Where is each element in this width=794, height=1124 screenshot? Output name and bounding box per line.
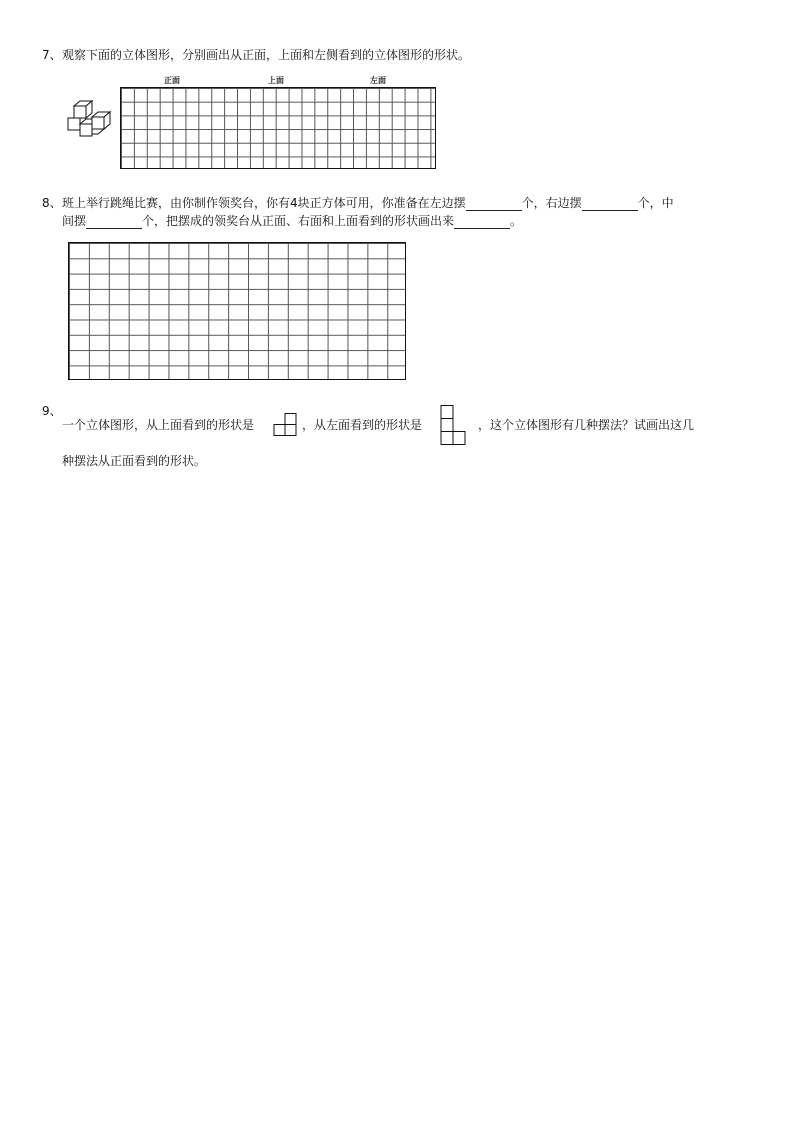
left-count-blank[interactable] <box>466 198 522 211</box>
left-view-shape <box>440 405 466 445</box>
label-top: 上面 <box>268 76 284 85</box>
label-left: 左面 <box>370 76 386 85</box>
right-count-blank[interactable] <box>582 198 638 211</box>
cube-figure <box>66 100 116 142</box>
q9-line1-c: ，这个立体图形有几种摆法？试画出这几 <box>478 418 695 432</box>
q8-line1-text-b: 个，右边摆 <box>521 196 582 210</box>
q8-number: 8、 <box>42 196 62 210</box>
top-view-shape <box>273 413 297 437</box>
drawing-answer-blank[interactable] <box>454 216 510 229</box>
middle-count-blank[interactable] <box>86 216 142 229</box>
q8-line2 <box>62 213 522 229</box>
q7-drawing-grid[interactable] <box>120 87 436 169</box>
q8-line2-text-b: 个，把摆成的领奖台从正面、右面和上面看到的形状画出来 <box>142 214 455 228</box>
q9-line2: 种摆法从正面看到的形状。 <box>62 454 207 468</box>
q9-number: 9、 <box>42 404 62 418</box>
q8-drawing-grid[interactable] <box>68 242 406 380</box>
q8-line1-text-a: 班上举行跳绳比赛，由你制作领奖台，你有4块正方体可用，你准备在左边摆 <box>62 196 466 210</box>
q8-line1-text-c: 个，中 <box>637 196 674 210</box>
q9-line1-a: 一个立体图形，从上面看到的形状是 <box>62 418 255 432</box>
q8-line1 <box>62 195 674 211</box>
q7-text: 观察下面的立体图形，分别画出从正面，上面和左侧看到的立体图形的形状。 <box>62 48 471 62</box>
q8-line2-text-c: 。 <box>510 214 523 228</box>
q7-number: 7、 <box>42 48 62 62</box>
q8-line2-text-a: 间摆 <box>62 214 87 228</box>
q9-line1-b: ，从左面看到的形状是 <box>302 418 423 432</box>
label-front: 正面 <box>164 76 180 85</box>
